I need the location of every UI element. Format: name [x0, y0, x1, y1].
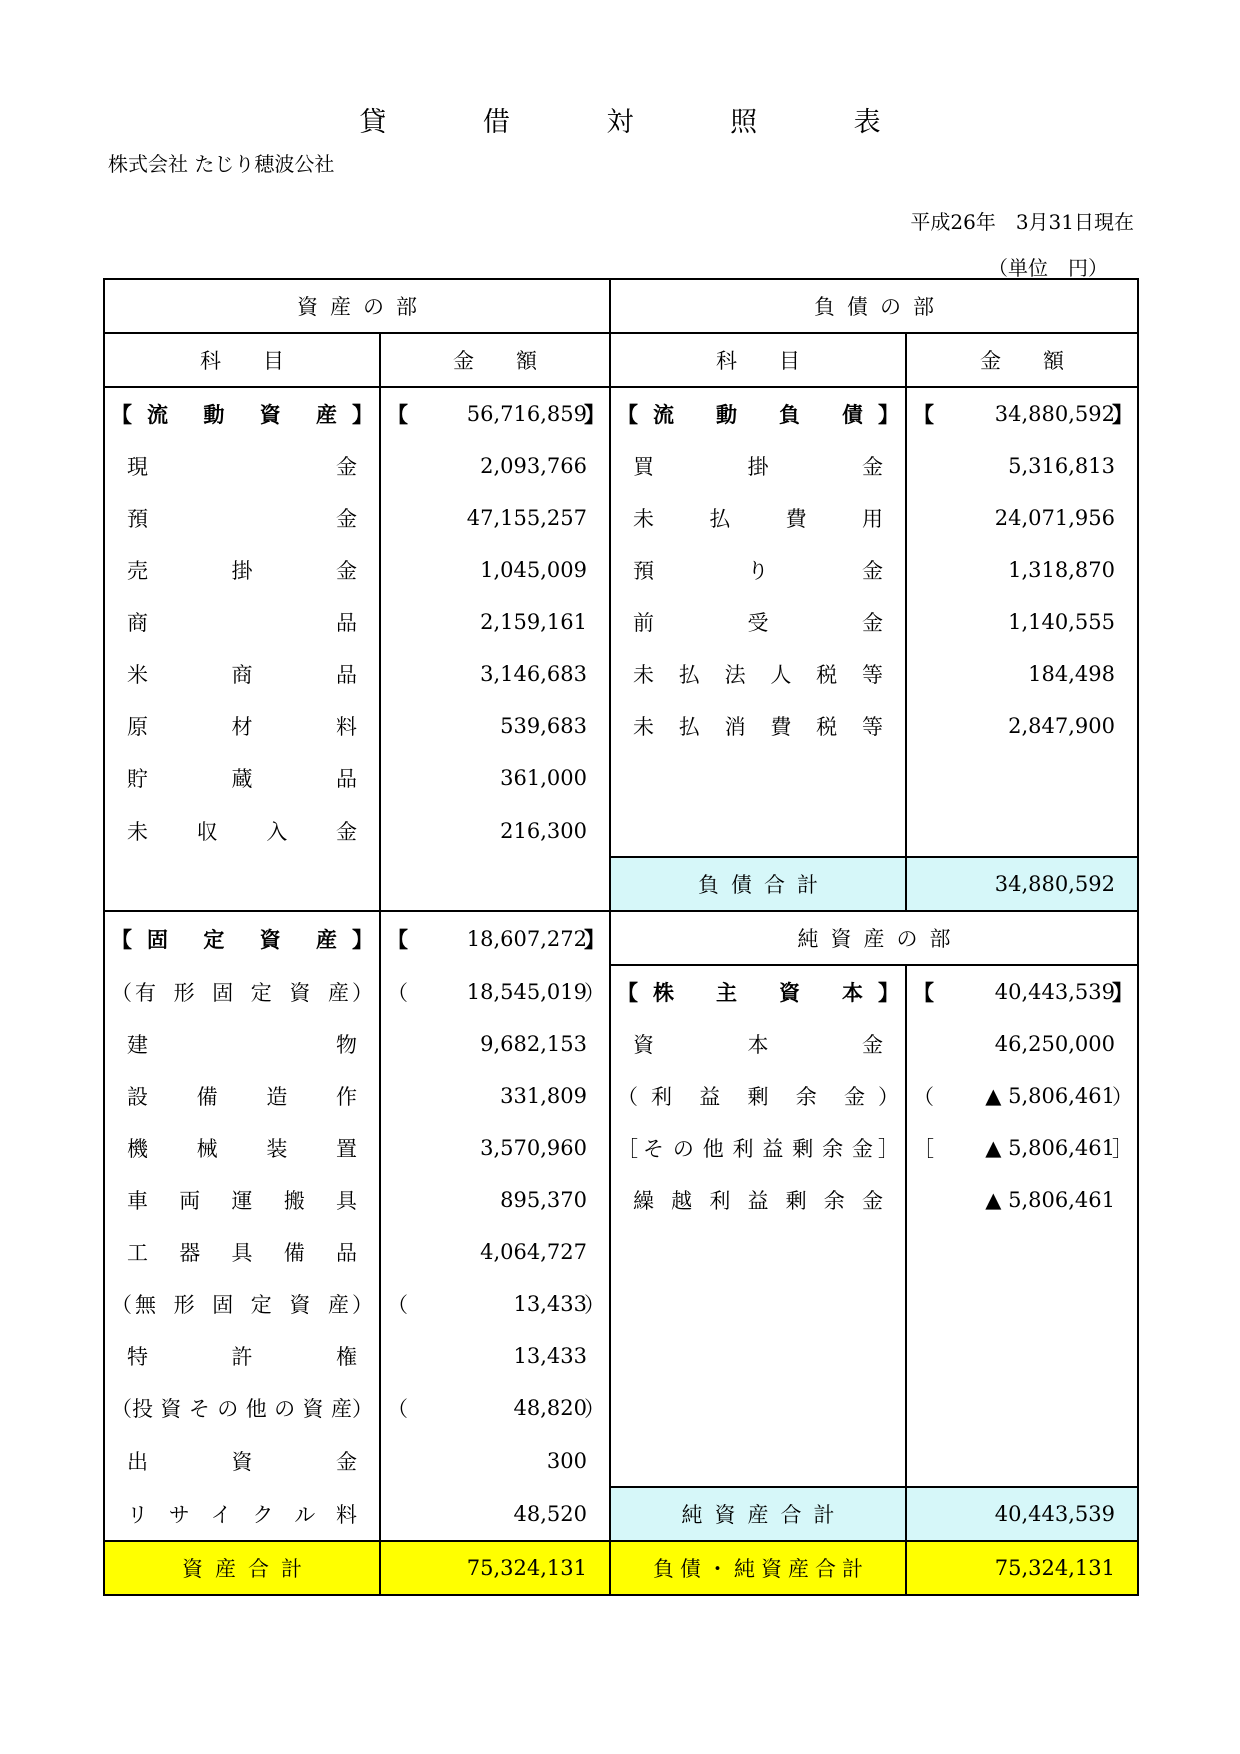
asset-item-amount: 361,000: [380, 752, 610, 804]
table-row: [104, 492, 1138, 544]
asset-item-amount: 2,159,161: [380, 596, 610, 648]
carried-forward-amount: ▲ 5,806,461: [906, 1174, 1138, 1226]
asset-item-amount: 3,146,683: [380, 648, 610, 700]
asset-item-label: 工 器 具 備 品: [127, 1241, 357, 1265]
asset-item-amount: 47,155,257: [380, 492, 610, 544]
fixed-assets-label: 固 定 資 産: [147, 926, 337, 952]
table-row: （ 有 形 固 定 資 産 ） （ 18,545,019 ） 【 株 主 資 本 】 【 40,443,539 】: [104, 965, 1138, 1018]
tangible-assets-label: 有 形 固 定 資 産: [135, 980, 349, 1005]
asset-item-label: 機 械 装 置: [127, 1137, 357, 1161]
fixed-assets-total: 18,607,272: [466, 926, 587, 951]
current-assets-label: 流 動 資 産: [147, 402, 337, 427]
net-assets-section-header: 純資産の部: [610, 911, 1138, 965]
asset-item-amount: 9,682,153: [380, 1018, 610, 1070]
liability-item-label: 未 払 費 用: [633, 507, 883, 531]
asset-item-amount: 1,045,009: [380, 544, 610, 596]
table-row: [104, 387, 1138, 440]
liabilities-section-header: 負債の部: [610, 279, 1138, 333]
table-row: [104, 752, 1138, 804]
asset-account-header: [104, 333, 380, 387]
asset-item-amount: 895,370: [380, 1174, 610, 1226]
retained-earnings-label: 利 益 剰 余 金: [651, 1085, 865, 1109]
liability-item-amount: 1,140,555: [906, 596, 1138, 648]
asset-item-label: 未 収 入 金: [127, 819, 357, 844]
asset-item-label: 車 両 運 搬 具: [127, 1189, 357, 1213]
current-assets-label-cell: 【 流 動 資 産 】: [104, 387, 380, 440]
table-row: [104, 1487, 1138, 1541]
asset-item-label: 出 資 金: [127, 1449, 357, 1474]
tangible-assets-total: 18,545,019: [466, 979, 587, 1004]
other-retained-amount: ▲ 5,806,461: [985, 1136, 1115, 1160]
liability-item-label: 預 り 金: [633, 559, 883, 583]
carried-forward-label: 繰 越 利 益 剰 余 金: [633, 1189, 883, 1213]
asset-item-label: 商 品: [127, 611, 357, 635]
asset-item-amount: 539,683: [380, 700, 610, 752]
liabilities-net-assets-total: 75,324,131: [906, 1541, 1138, 1595]
asset-item-label: 米 商 品: [127, 663, 357, 687]
investment-assets-label: 投 資 そ の 他 の 資 産: [132, 1397, 352, 1421]
asset-item-amount: 13,433: [380, 1330, 610, 1382]
current-assets-total-cell: 【 56,716,859 】: [380, 387, 610, 440]
liability-item-amount: 184,498: [906, 648, 1138, 700]
equity-total: 40,443,539: [994, 980, 1115, 1004]
liability-item-amount: 5,316,813: [906, 440, 1138, 492]
asset-item-amount: 3,570,960: [380, 1122, 610, 1174]
asset-account-header-text: 科 目: [200, 349, 284, 373]
balance-sheet-table: [103, 278, 1139, 1596]
liability-account-header-text: 科 目: [716, 349, 800, 373]
liability-item-amount: 2,847,900: [906, 700, 1138, 752]
table-row: [104, 1174, 1138, 1226]
asset-item-label: 建 物: [127, 1033, 357, 1057]
table-row: [104, 440, 1138, 492]
asset-item-label: 原 材 料: [127, 715, 357, 739]
current-liabilities-total: 34,880,592: [994, 402, 1115, 426]
asset-item-amount: 216,300: [380, 804, 610, 857]
asset-item-label: 現 金: [127, 455, 357, 479]
assets-total: 75,324,131: [380, 1541, 610, 1595]
liability-item-amount: 24,071,956: [906, 492, 1138, 544]
asset-item-amount: 48,520: [380, 1487, 610, 1541]
unit-label: （単位 円）: [988, 256, 1108, 280]
table-row: [104, 1330, 1138, 1382]
asset-item-amount: 4,064,727: [380, 1226, 610, 1278]
net-assets-total: 40,443,539: [906, 1487, 1138, 1541]
asset-amount-header-text: 金 額: [453, 349, 537, 373]
table-row: [104, 1434, 1138, 1487]
liability-amount-header-text: 金 額: [980, 349, 1064, 373]
equity-label: 株 主 資 本: [653, 980, 863, 1005]
liabilities-total-label: 負債合計: [610, 857, 906, 911]
table-row: [104, 544, 1138, 596]
current-assets-total: 56,716,859: [466, 402, 587, 426]
asset-item-amount: 2,093,766: [380, 440, 610, 492]
company-name: 株式会社 たじり穂波公社: [108, 152, 335, 176]
table-row: 機 械 装 置 3,570,960 ［ そ の 他 利 益 剰 余 金 ］ ［ ▲ 5,806,461 ］: [104, 1122, 1138, 1174]
liability-account-header: [610, 333, 906, 387]
capital-label: 資 本 金: [633, 1033, 883, 1057]
asset-item-amount: 331,809: [380, 1070, 610, 1122]
net-assets-total-label: 純資産合計: [610, 1487, 906, 1541]
liabilities-total: 34,880,592: [906, 857, 1138, 911]
current-liabilities-label-cell: 【 流 動 負 債 】: [610, 387, 906, 440]
asset-item-label: 貯 蔵 品: [127, 767, 357, 791]
assets-section-header: 資産の部: [104, 279, 610, 333]
current-liabilities-label: 流 動 負 債: [653, 402, 863, 427]
other-retained-label: そ の 他 利 益 剰 余 金: [643, 1137, 873, 1161]
table-row: [104, 700, 1138, 752]
liability-item-label: 買 掛 金: [633, 455, 883, 479]
table-row: [104, 1018, 1138, 1070]
liability-item-label: 前 受 金: [633, 611, 883, 635]
asset-item-label: 売 掛 金: [127, 559, 357, 583]
table-row: [104, 804, 1138, 857]
asset-item-label: リ サ イ ク ル 料: [127, 1502, 357, 1527]
capital-amount: 46,250,000: [906, 1018, 1138, 1070]
table-row: 設 備 造 作 331,809 （ 利 益 剰 余 金 ） （ ▲ 5,806,461 ）: [104, 1070, 1138, 1122]
intangible-assets-label: 無 形 固 定 資 産: [135, 1293, 349, 1317]
liabilities-net-assets-total-label: 負債・純資産合計: [610, 1541, 906, 1595]
liability-item-label: 未 払 法 人 税 等: [633, 663, 883, 687]
retained-earnings-amount: ▲ 5,806,461: [985, 1084, 1115, 1108]
liability-amount-header: [906, 333, 1138, 387]
table-row: [104, 1226, 1138, 1278]
asset-item-label: 特 許 権: [127, 1345, 357, 1369]
table-row: [104, 596, 1138, 648]
intangible-assets-total: 13,433: [513, 1292, 587, 1316]
asset-item-amount: 300: [380, 1434, 610, 1487]
as-of-date: 平成26年 3月31日現在: [910, 210, 1134, 234]
section-header-row: [104, 279, 1138, 333]
table-row: （ 無 形 固 定 資 産 ） （ 13,433 ）: [104, 1278, 1138, 1330]
asset-item-label: 預 金: [127, 507, 357, 531]
investment-assets-total: 48,820: [513, 1396, 587, 1420]
asset-amount-header: [380, 333, 610, 387]
document-title: 貸 借 対 照 表: [359, 107, 925, 138]
column-header-row: [104, 333, 1138, 387]
table-row: [104, 857, 1138, 911]
table-row: （ 投 資 そ の 他 の 資 産 ） （ 48,820 ）: [104, 1382, 1138, 1434]
assets-total-label: 資産合計: [104, 1541, 380, 1595]
grand-total-row: [104, 1541, 1138, 1595]
table-row: 【 固 定 資 産 】 【 18,607,272 】 純資産の部: [104, 911, 1138, 965]
current-liabilities-total-cell: 【 34,880,592 】: [906, 387, 1138, 440]
table-row: [104, 648, 1138, 700]
asset-item-label: 設 備 造 作: [127, 1085, 357, 1109]
liability-item-amount: 1,318,870: [906, 544, 1138, 596]
liability-item-label: 未 払 消 費 税 等: [633, 715, 883, 739]
